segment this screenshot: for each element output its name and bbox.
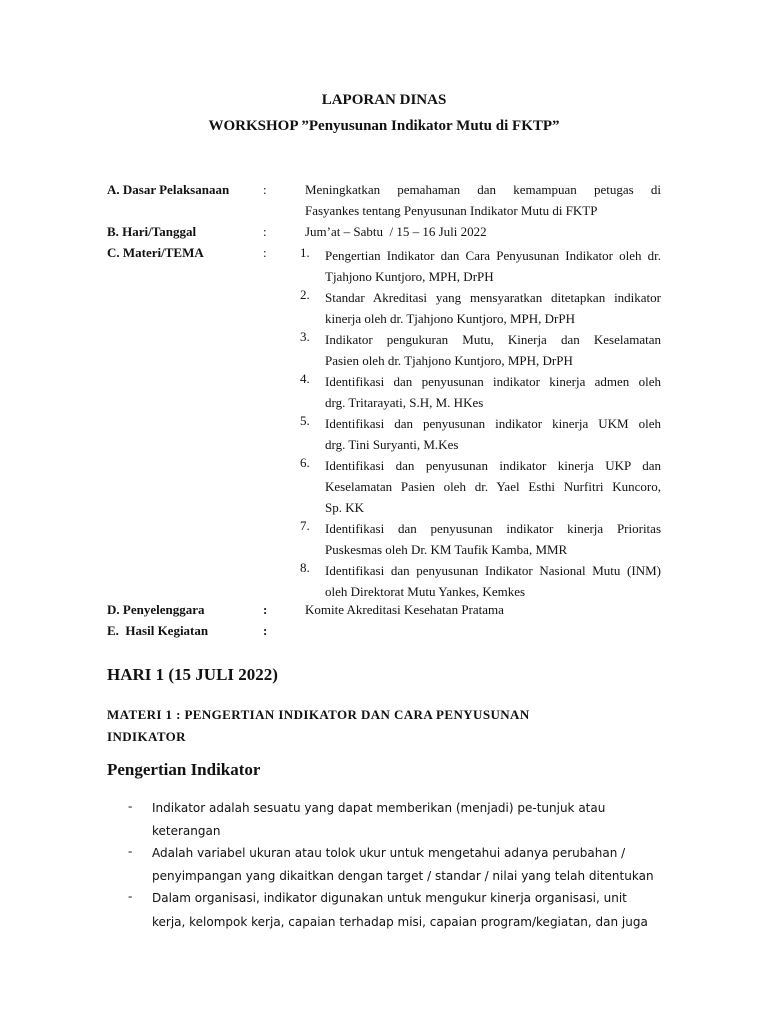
field-colon-hasil: :	[263, 623, 268, 638]
materi-item-text: Pasien oleh dr. Tjahjono Kuntjoro, MPH, DrPH	[325, 353, 573, 368]
section-heading-materi1	[107, 704, 627, 748]
field-colon-hari: :	[263, 224, 267, 239]
materi-item-number: 5.	[300, 413, 310, 428]
materi-item-text: Tjahjono Kuntjoro, MPH, DrPH	[325, 269, 494, 284]
materi-item-text: oleh Direktorat Mutu Yankes, Kemkes	[325, 584, 526, 599]
materi-item-number: 8.	[300, 560, 310, 575]
materi-item-text: Identifikasi dan penyusunan indikator kinerja admen oleh	[325, 374, 661, 389]
section-heading-hari1: HARI 1 (15 JULI 2022)	[107, 665, 278, 684]
field-label-hasil: E. Hasil Kegiatan	[107, 623, 209, 638]
materi-item-text: Sp. KK	[325, 500, 365, 515]
field-label-hari: B. Hari/Tanggal	[107, 224, 197, 239]
materi-item-text: Identifikasi dan penyusunan indikator kinerja Prioritas	[325, 521, 661, 536]
bullet-text: kerja, kelompok kerja, capaian terhadap misi, capaian program/kegiatan, dan juga	[152, 915, 648, 929]
document-title: LAPORAN DINAS	[321, 92, 447, 108]
materi-item-text: Indikator pengukuran Mutu, Kinerja dan Keselamatan	[325, 332, 661, 347]
field-label-materi: C. Materi/TEMA	[107, 245, 204, 260]
materi-item-text: Identifikasi dan penyusunan Indikator Nasional Mutu (INM)	[325, 563, 661, 578]
bullet-text: penyimpangan yang dikaitkan dengan target / standar / nilai yang telah ditentukan	[152, 869, 654, 883]
section-heading-materi1-line1: MATERI 1 : PENGERTIAN INDIKATOR DAN CARA PENYUSUNAN	[107, 707, 530, 722]
field-label-penyelenggara: D. Penyelenggara	[107, 602, 205, 617]
field-colon-penyelenggara: :	[263, 602, 268, 617]
field-label-dasar: A. Dasar Pelaksanaan	[107, 182, 230, 197]
section-heading-materi1-line2: INDIKATOR	[107, 729, 186, 744]
materi-item-text: Pengertian Indikator dan Cara Penyusunan Indikator oleh dr.	[325, 248, 661, 263]
materi-item-text: kinerja oleh dr. Tjahjono Kuntjoro, MPH, DrPH	[325, 311, 575, 326]
materi-item-text: Standar Akreditasi yang mensyaratkan ditetapkan indikator	[325, 290, 661, 305]
bullet-dash: -	[128, 798, 133, 813]
field-value-dasar-line2: Fasyankes tentang Penyusunan Indikator Mutu di FKTP	[305, 203, 598, 218]
materi-item-number: 6.	[300, 455, 310, 470]
materi-item-text: drg. Tritarayati, S.H, M. HKes	[325, 395, 484, 410]
field-value-penyelenggara: Komite Akreditasi Kesehatan Pratama	[305, 602, 504, 617]
field-value-dasar-line1: Meningkatkan pemahaman dan kemampuan petugas di	[305, 182, 661, 197]
bullet-text: Dalam organisasi, indikator digunakan untuk mengukur kinerja organisasi, unit	[152, 891, 627, 905]
materi-item-text: Identifikasi dan penyusunan indikator kinerja UKM oleh	[325, 416, 661, 431]
materi-item-number: 3.	[300, 329, 310, 344]
bullet-dash: -	[128, 888, 133, 903]
materi-item-number: 2.	[300, 287, 310, 302]
materi-item-text: Puskesmas oleh Dr. KM Taufik Kamba, MMR	[325, 542, 568, 557]
document-subtitle: WORKSHOP ”Penyusunan Indikator Mutu di FKTP”	[208, 118, 560, 134]
bullet-text: keterangan	[152, 824, 221, 838]
bullet-dash: -	[128, 843, 133, 858]
field-colon-materi: :	[263, 245, 267, 260]
bullet-text: Indikator adalah sesuatu yang dapat memberikan (menjadi) pe-tunjuk atau	[152, 801, 606, 815]
materi-item-number: 7.	[300, 518, 310, 533]
section-heading-pengertian: Pengertian Indikator	[107, 760, 261, 779]
field-value-hari: Jum’at – Sabtu / 15 – 16 Juli 2022	[305, 224, 487, 239]
materi-item-text: drg. Tini Suryanti, M.Kes	[325, 437, 459, 452]
materi-item-number: 4.	[300, 371, 310, 386]
materi-item-number: 1.	[300, 245, 310, 260]
bullet-text: Adalah variabel ukuran atau tolok ukur untuk mengetahui adanya perubahan /	[152, 846, 626, 860]
materi-item-text: Identifikasi dan penyusunan indikator kinerja UKP dan	[325, 458, 661, 473]
field-colon-dasar: :	[263, 182, 267, 197]
materi-item-text: Keselamatan Pasien oleh dr. Yael Esthi Nurfitri Kuncoro,	[325, 479, 661, 494]
